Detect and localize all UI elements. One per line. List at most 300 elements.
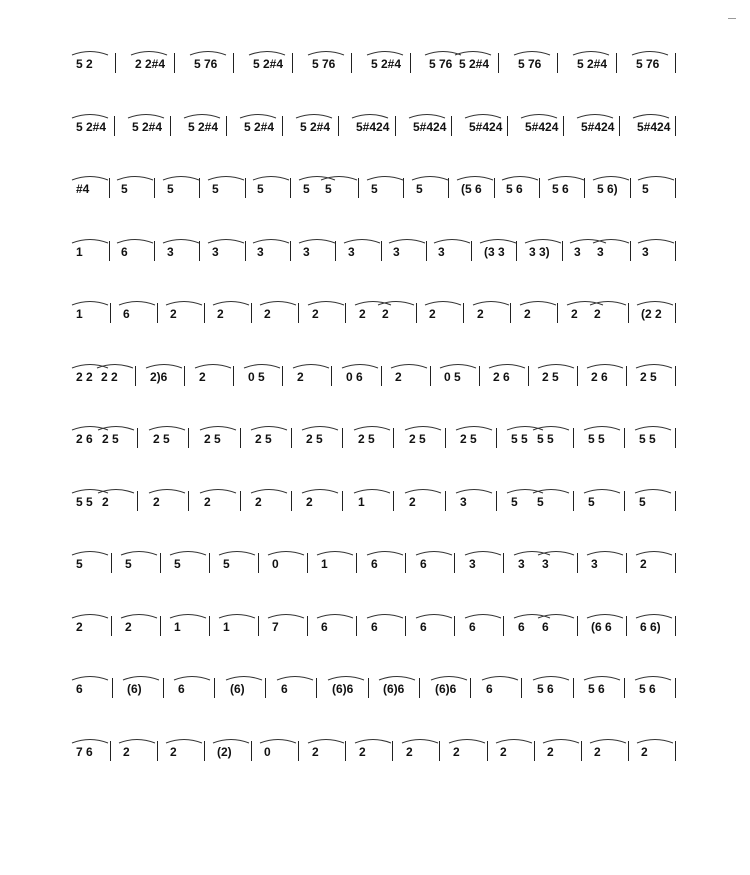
slur-mark: [416, 552, 452, 556]
slur-mark: [355, 302, 391, 306]
slur-mark: [632, 52, 668, 56]
barline: [368, 678, 369, 698]
slur-mark: [260, 739, 296, 743]
barline: [521, 678, 522, 698]
barline: [233, 366, 234, 386]
note-group: 5: [76, 557, 83, 571]
slur-mark: [573, 52, 609, 56]
note-group: 2: [359, 307, 366, 321]
note-group: (6)6: [435, 682, 457, 696]
note-group: 5 2#4: [371, 57, 402, 71]
barline: [298, 303, 299, 323]
barline: [445, 428, 446, 448]
barline: [624, 428, 625, 448]
barline: [282, 116, 283, 136]
note-group: 5: [639, 494, 646, 509]
slur-mark: [260, 302, 296, 306]
slur-mark: [72, 364, 108, 368]
note-group: (6)6: [332, 682, 354, 696]
barline: [157, 741, 158, 761]
barline: [393, 428, 394, 448]
note-group: 5 2: [76, 57, 93, 71]
barline: [419, 678, 420, 698]
barline: [439, 741, 440, 761]
barline: [479, 366, 480, 386]
slur-mark: [299, 177, 335, 181]
slur-mark: [496, 739, 532, 743]
note-group: 2 5: [358, 432, 375, 446]
slur-mark: [308, 739, 344, 743]
slur-mark: [636, 614, 672, 618]
slur-mark: [379, 677, 415, 681]
barline: [290, 178, 291, 198]
slur-mark: [146, 364, 182, 368]
staff-row: [0, 108, 750, 148]
barline: [675, 741, 676, 761]
note-group: 1: [174, 619, 181, 634]
note-group: 5 5: [588, 432, 605, 446]
staff-row: [0, 545, 750, 585]
barline: [109, 241, 110, 261]
slur-mark: [507, 427, 543, 431]
staff-row: [0, 233, 750, 273]
note-group: 2 5: [204, 432, 221, 446]
barline: [356, 616, 357, 636]
slur-mark: [593, 239, 629, 243]
barline: [115, 53, 116, 73]
slur-mark: [219, 552, 255, 556]
note-group: 6: [121, 244, 128, 259]
note-group: 5 2#4: [253, 57, 284, 71]
barline: [292, 53, 293, 73]
barline: [290, 241, 291, 261]
note-group: 0 5: [444, 369, 461, 384]
note-group: 6: [76, 682, 83, 696]
barline: [445, 491, 446, 511]
barline: [160, 616, 161, 636]
note-group: 0: [272, 557, 279, 571]
note-group: (2 2: [641, 307, 662, 321]
slur-mark: [405, 427, 441, 431]
barline: [675, 53, 676, 73]
note-group: 5 5: [511, 432, 528, 446]
barline: [393, 491, 394, 511]
barline: [199, 241, 200, 261]
note-group: 0 6: [346, 369, 363, 384]
note-group: 6: [178, 682, 185, 696]
slur-mark: [296, 114, 332, 118]
note-group: 1: [223, 619, 230, 634]
note-group: 2: [395, 369, 402, 384]
slur-mark: [355, 739, 391, 743]
note-group: 2: [170, 307, 177, 321]
note-group: 3: [542, 557, 549, 571]
note-group: 5#424: [356, 119, 390, 134]
slur-mark: [253, 239, 289, 243]
barline: [338, 116, 339, 136]
barline: [298, 741, 299, 761]
note-group: 2: [429, 307, 436, 321]
barline: [410, 53, 411, 73]
note-group: 5: [642, 182, 649, 196]
barline: [154, 178, 155, 198]
note-group: 2: [199, 369, 206, 384]
barline: [245, 178, 246, 198]
barline: [675, 616, 676, 636]
slur-mark: [456, 427, 492, 431]
note-group: 7: [272, 619, 279, 634]
slur-mark: [473, 302, 509, 306]
slur-mark: [405, 489, 441, 493]
barline: [494, 178, 495, 198]
note-group: 6: [420, 557, 427, 571]
note-group: 5: [416, 182, 423, 196]
barline: [137, 491, 138, 511]
barline: [345, 741, 346, 761]
slur-mark: [354, 489, 390, 493]
barline: [510, 303, 511, 323]
slur-mark: [121, 552, 157, 556]
slur-mark: [431, 677, 467, 681]
slur-mark: [637, 302, 673, 306]
note-group: (6): [127, 682, 142, 696]
barline: [563, 116, 564, 136]
slur-mark: [72, 489, 108, 493]
barline: [454, 553, 455, 573]
barline: [534, 741, 535, 761]
barline: [451, 116, 452, 136]
slur-mark: [72, 177, 108, 181]
note-group: 5: [212, 182, 219, 196]
slur-mark: [117, 177, 153, 181]
barline: [487, 741, 488, 761]
note-group: 2 2: [76, 369, 93, 384]
barline: [111, 553, 112, 573]
slur-mark: [538, 614, 574, 618]
staff-row: [0, 295, 750, 335]
note-group: (2): [217, 744, 232, 759]
slur-mark: [533, 489, 569, 493]
note-group: 5#424: [413, 119, 447, 134]
barline: [577, 616, 578, 636]
barline: [675, 366, 676, 386]
note-group: 5#424: [637, 119, 671, 134]
note-group: 5: [511, 494, 518, 509]
note-group: 5 5: [537, 432, 554, 446]
staff-row: [0, 45, 750, 85]
slur-mark: [344, 239, 380, 243]
slur-mark: [123, 677, 159, 681]
barline: [626, 366, 627, 386]
barline: [675, 491, 676, 511]
slur-mark: [163, 177, 199, 181]
slur-mark: [502, 177, 538, 181]
slur-mark: [391, 364, 427, 368]
slur-mark: [293, 364, 329, 368]
barline: [204, 741, 205, 761]
barline: [573, 428, 574, 448]
slur-mark: [72, 739, 108, 743]
note-group: 6: [321, 619, 328, 634]
slur-mark: [184, 114, 220, 118]
barline: [675, 178, 676, 198]
slur-mark: [98, 489, 134, 493]
note-group: 2 5: [255, 432, 272, 446]
barline: [245, 241, 246, 261]
slur-mark: [166, 739, 202, 743]
note-group: (6): [230, 682, 245, 696]
barline: [503, 553, 504, 573]
note-group: 3: [469, 557, 476, 571]
barline: [112, 678, 113, 698]
slur-mark: [321, 177, 357, 181]
slur-mark: [567, 302, 603, 306]
note-group: 5 2#4: [300, 119, 331, 134]
note-group: 3: [518, 557, 525, 571]
slur-mark: [455, 52, 491, 56]
slur-mark: [240, 114, 276, 118]
note-group: 0 5: [248, 369, 265, 384]
note-group: 6: [281, 682, 288, 696]
note-group: 2: [594, 307, 601, 321]
note-group: 5 5: [639, 432, 656, 446]
barline: [137, 428, 138, 448]
barline: [675, 241, 676, 261]
slur-mark: [548, 177, 584, 181]
note-group: 2 6: [591, 369, 608, 384]
slur-mark: [635, 427, 671, 431]
barline: [251, 303, 252, 323]
note-group: 3: [257, 244, 264, 259]
note-group: 5: [325, 182, 332, 196]
barline: [528, 366, 529, 386]
barline: [265, 678, 266, 698]
note-group: 3: [574, 244, 581, 259]
note-group: (5 6: [461, 182, 482, 196]
note-group: (6)6: [383, 682, 405, 696]
barline: [454, 616, 455, 636]
note-group: 3: [348, 244, 355, 259]
note-group: 2 6: [493, 369, 510, 384]
slur-mark: [277, 677, 313, 681]
note-group: 2: [170, 744, 177, 759]
barline: [392, 741, 393, 761]
note-group: 5 2#4: [577, 57, 608, 71]
barline: [331, 366, 332, 386]
note-group: 5 6: [552, 182, 569, 196]
barline: [503, 616, 504, 636]
slur-layer: [0, 295, 750, 335]
slur-mark: [317, 614, 353, 618]
slur-mark: [72, 302, 108, 306]
slur-mark: [636, 364, 672, 368]
note-group: 2 5: [153, 432, 170, 446]
slur-mark: [119, 739, 155, 743]
note-group: 5 2#4: [132, 119, 163, 134]
note-group: 2: [312, 744, 319, 759]
note-group: 5: [223, 557, 230, 571]
note-group: 5 76: [312, 57, 336, 71]
slur-mark: [308, 302, 344, 306]
slur-mark: [434, 239, 470, 243]
note-group: 5 76: [429, 57, 453, 71]
slur-mark: [584, 427, 620, 431]
staff-row: [0, 170, 750, 210]
note-group: (3 3: [484, 244, 505, 259]
barline: [358, 178, 359, 198]
slur-mark: [378, 302, 414, 306]
slur-mark: [590, 302, 626, 306]
staff-row: [0, 733, 750, 773]
slur-mark: [251, 427, 287, 431]
note-group: 2: [500, 744, 507, 759]
slur-mark: [268, 614, 304, 618]
slur-mark: [72, 677, 108, 681]
slur-mark: [514, 52, 550, 56]
slur-mark: [131, 52, 167, 56]
slur-mark: [409, 114, 445, 118]
note-group: 6: [371, 619, 378, 634]
note-group: 6: [542, 619, 549, 634]
slur-mark: [208, 239, 244, 243]
barline: [258, 616, 259, 636]
slur-mark: [584, 489, 620, 493]
slur-mark: [514, 614, 550, 618]
barline: [675, 116, 676, 136]
slur-mark: [570, 239, 606, 243]
slur-mark: [174, 677, 210, 681]
slur-mark: [543, 739, 579, 743]
barline: [209, 553, 210, 573]
slur-mark: [367, 552, 403, 556]
barline: [471, 241, 472, 261]
slur-mark: [72, 614, 108, 618]
barline: [403, 178, 404, 198]
barline: [626, 616, 627, 636]
note-group: 5 6: [639, 682, 656, 696]
barline: [110, 303, 111, 323]
note-group: 1: [76, 307, 83, 321]
barline: [416, 303, 417, 323]
slur-mark: [128, 114, 164, 118]
barline: [557, 53, 558, 73]
note-group: 2 5: [102, 432, 119, 446]
note-group: 2: [594, 744, 601, 759]
note-group: 5#424: [469, 119, 503, 134]
note-group: 2 5: [640, 369, 657, 384]
slur-mark: [200, 489, 236, 493]
slur-mark: [633, 114, 669, 118]
note-group: 5 6: [588, 682, 605, 696]
slur-mark: [425, 302, 461, 306]
slur-layer: [0, 233, 750, 273]
slur-mark: [208, 177, 244, 181]
note-group: 3: [438, 244, 445, 259]
note-group: 2: [297, 369, 304, 384]
note-group: 5 2#4: [244, 119, 275, 134]
note-group: 6: [123, 307, 130, 321]
slur-mark: [119, 302, 155, 306]
page-edge-mark: [728, 18, 736, 19]
slur-mark: [166, 302, 202, 306]
note-group: 5#424: [525, 119, 559, 134]
slur-mark: [520, 302, 556, 306]
slur-mark: [317, 552, 353, 556]
barline: [209, 616, 210, 636]
slur-mark: [638, 239, 674, 243]
note-group: 2 5: [306, 432, 323, 446]
slur-mark: [149, 427, 185, 431]
note-group: 5 6: [506, 182, 523, 196]
note-group: 5 76: [194, 57, 218, 71]
slur-mark: [482, 677, 518, 681]
note-group: 3: [591, 557, 598, 571]
slur-mark: [425, 52, 461, 56]
barline: [342, 428, 343, 448]
barline: [624, 678, 625, 698]
slur-mark: [457, 177, 493, 181]
slur-mark: [342, 364, 378, 368]
barline: [170, 116, 171, 136]
note-group: 2: [359, 744, 366, 759]
barline: [307, 616, 308, 636]
barline: [624, 491, 625, 511]
barline: [430, 366, 431, 386]
slur-mark: [538, 552, 574, 556]
note-group: 3: [303, 244, 310, 259]
slur-mark: [416, 614, 452, 618]
note-group: 5: [588, 494, 595, 509]
barline: [204, 303, 205, 323]
slur-mark: [328, 677, 364, 681]
staff-row: [0, 358, 750, 398]
note-group: #4: [76, 182, 90, 196]
barline: [188, 491, 189, 511]
barline: [163, 678, 164, 698]
slur-mark: [213, 302, 249, 306]
note-group: 3: [167, 244, 174, 259]
note-group: 5#424: [581, 119, 615, 134]
note-group: 6: [371, 557, 378, 571]
note-group: 2: [477, 307, 484, 321]
note-group: 1: [76, 244, 83, 259]
slur-mark: [412, 177, 448, 181]
slur-mark: [456, 489, 492, 493]
barline: [573, 678, 574, 698]
barline: [675, 303, 676, 323]
note-group: 2 2#4: [135, 57, 166, 71]
slur-mark: [72, 114, 108, 118]
barline: [356, 553, 357, 573]
barline: [630, 241, 631, 261]
note-group: 5 2#4: [188, 119, 219, 134]
note-group: 5: [371, 182, 378, 196]
note-group: 1: [321, 557, 328, 571]
slur-mark: [533, 677, 569, 681]
slur-mark: [163, 239, 199, 243]
barline: [584, 178, 585, 198]
note-group: 2 6: [76, 432, 93, 446]
slur-mark: [299, 239, 335, 243]
note-group: 1: [358, 494, 365, 509]
barline: [395, 116, 396, 136]
barline: [381, 366, 382, 386]
note-group: 2: [641, 744, 648, 759]
slur-mark: [465, 114, 501, 118]
barline: [157, 303, 158, 323]
barline: [174, 53, 175, 73]
barline: [675, 428, 676, 448]
